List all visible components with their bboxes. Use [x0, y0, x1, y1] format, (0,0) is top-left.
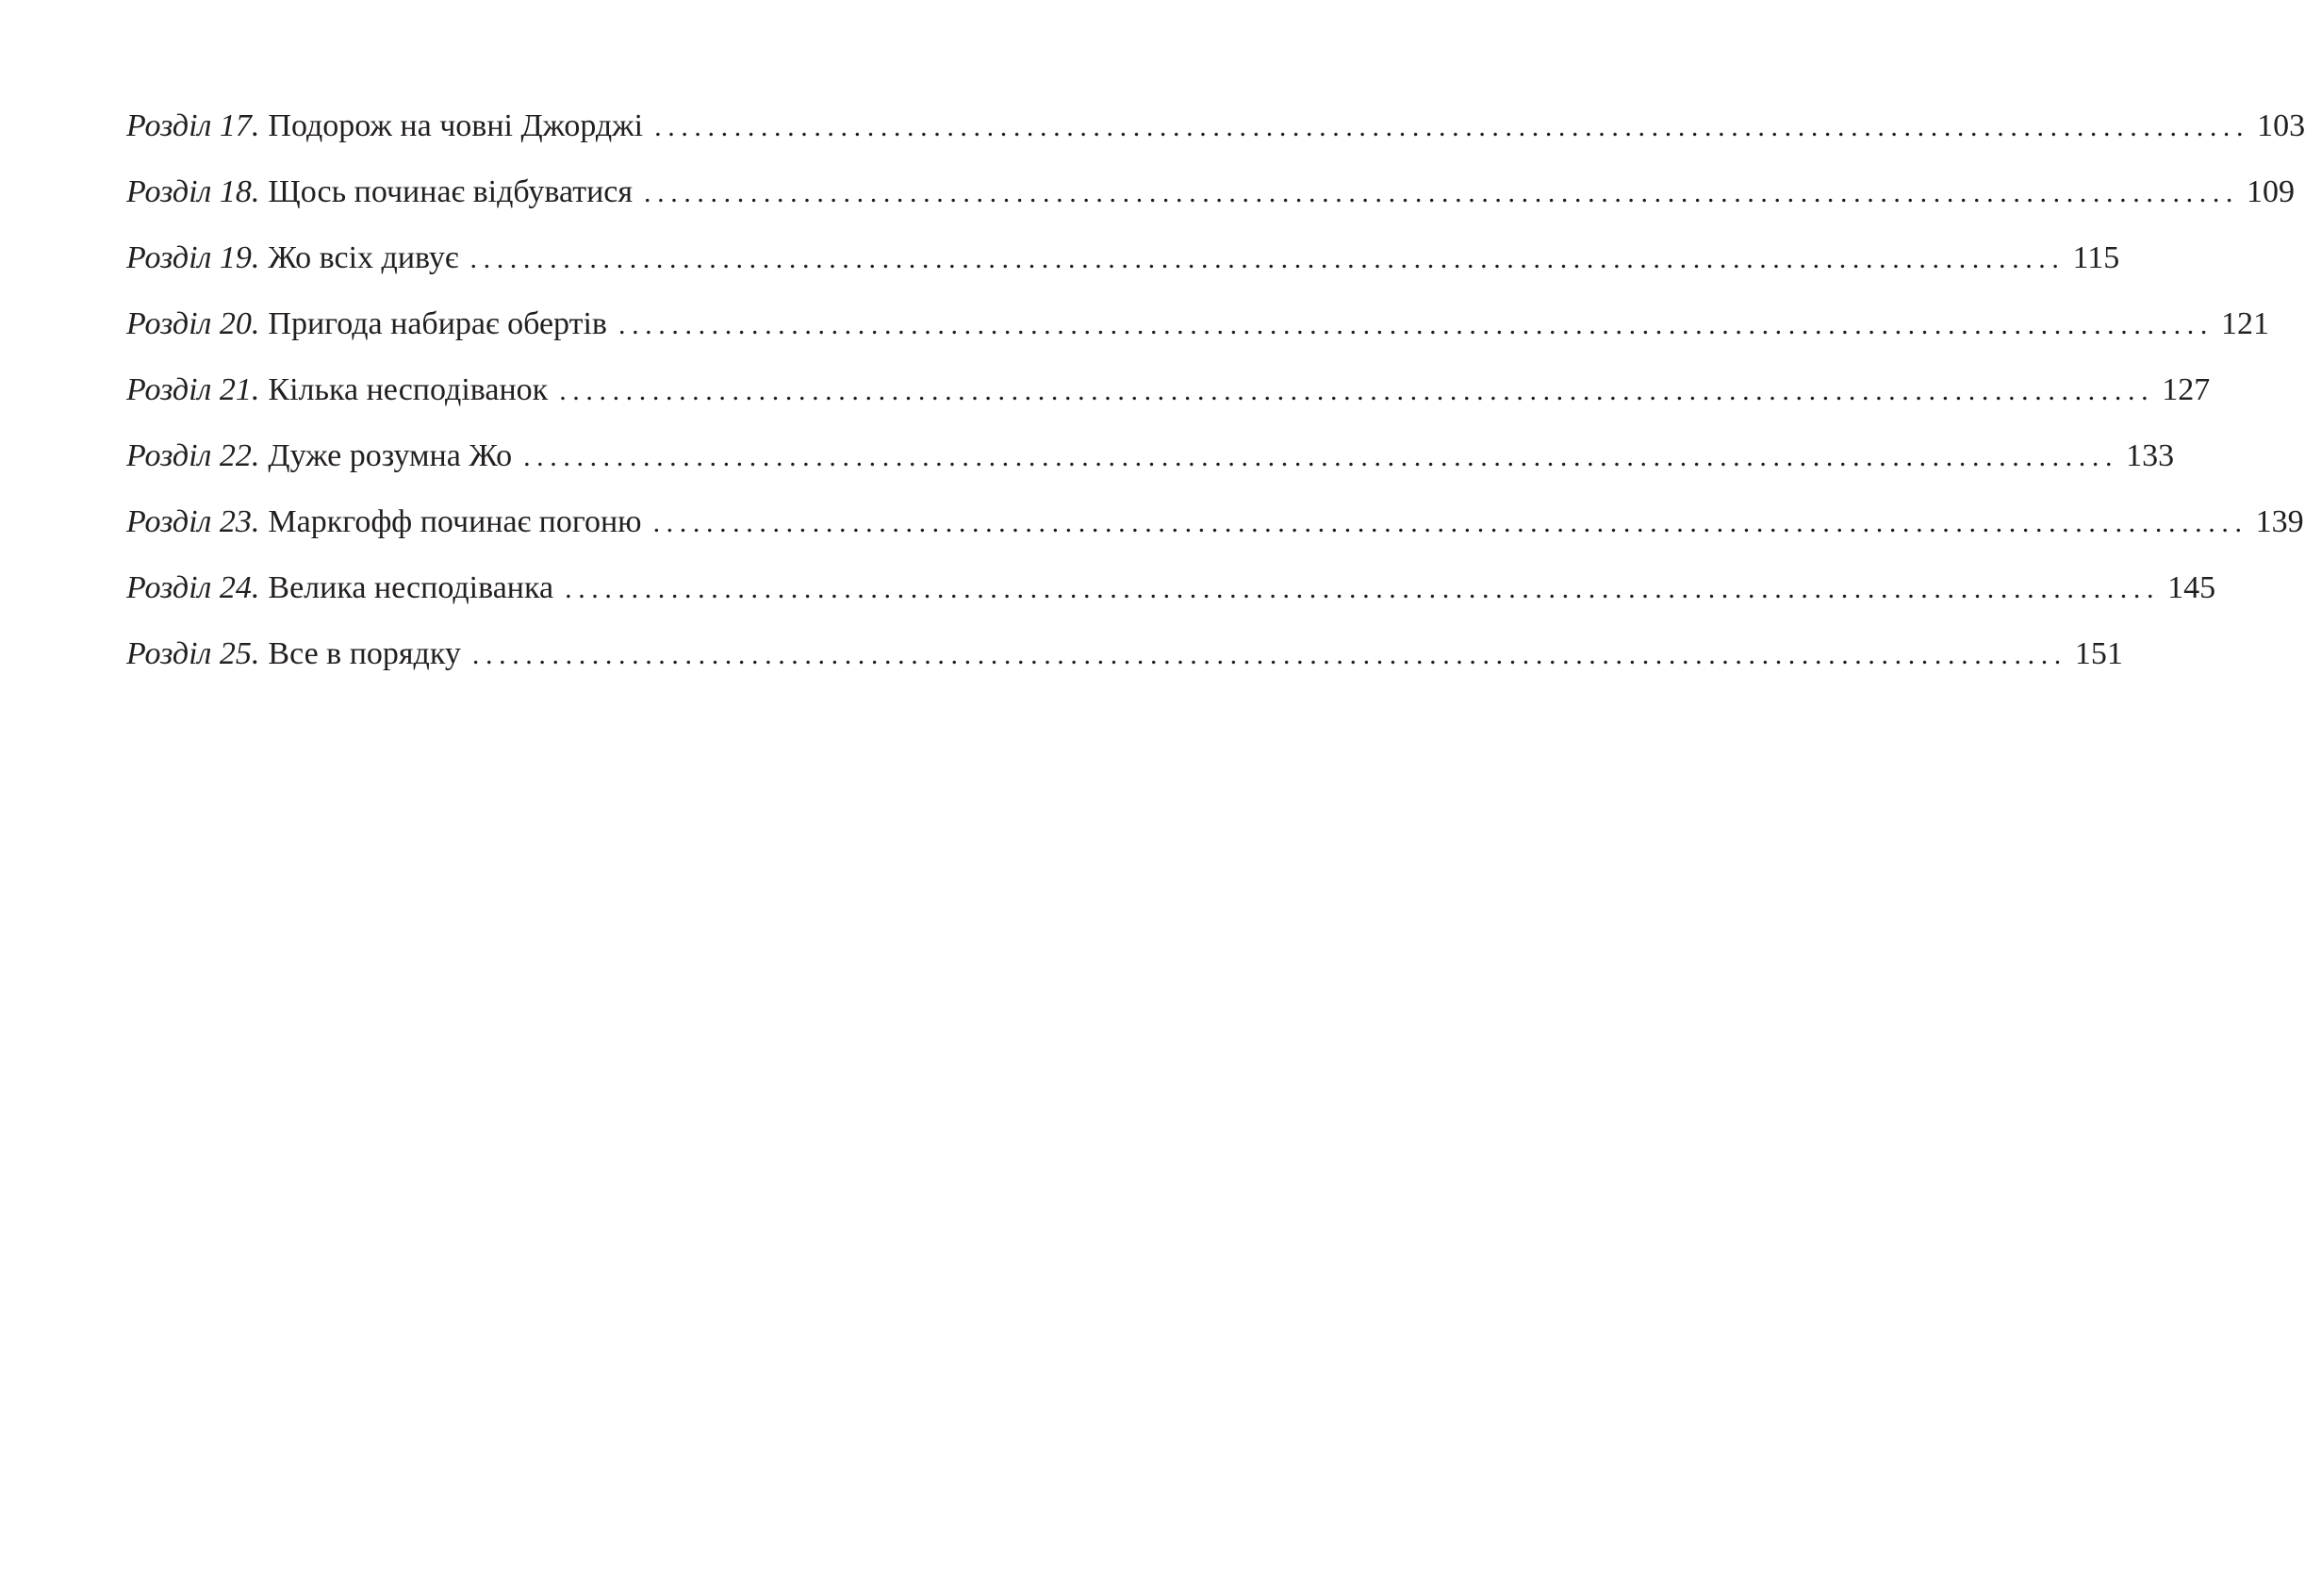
toc-entry[interactable]: [126, 102, 2305, 168]
page-number: 103: [2257, 108, 2305, 143]
chapter-label: Розділ 24.: [126, 570, 260, 605]
dot-leader: ........................................................................................................................: [469, 243, 2066, 274]
chapter-title: Жо всіх дивує: [268, 240, 459, 275]
dot-leader: ........................................................................................................................: [652, 507, 2248, 538]
page-number: 127: [2162, 372, 2211, 407]
page-number: 151: [2074, 636, 2123, 671]
toc-entry[interactable]: [126, 168, 2296, 234]
chapter-label: Розділ 23.: [126, 504, 260, 539]
chapter-title: Кілька несподіванок: [268, 372, 549, 407]
page-number: 139: [2255, 504, 2304, 539]
chapter-title: Велика несподіванка: [268, 570, 554, 605]
chapter-title: Подорож на човні Джорджі: [268, 108, 644, 143]
chapter-title: Щось починає відбуватися: [268, 174, 634, 209]
toc-entry[interactable]: [126, 498, 2304, 564]
chapter-label: Розділ 17.: [126, 108, 260, 143]
toc-entry[interactable]: [126, 564, 2216, 630]
toc-entry[interactable]: [126, 300, 2269, 366]
dot-leader: ........................................................................................................................: [523, 441, 2119, 472]
dot-leader: ........................................................................................................................: [617, 309, 2214, 340]
chapter-label: Розділ 22.: [126, 438, 260, 473]
chapter-label: Розділ 25.: [126, 636, 260, 671]
chapter-label: Розділ 18.: [126, 174, 260, 209]
dot-leader: ........................................................................................................................: [559, 375, 2155, 406]
toc-entry[interactable]: [126, 630, 2123, 696]
chapter-label: Розділ 20.: [126, 306, 260, 341]
dot-leader: ........................................................................................................................: [654, 111, 2250, 142]
dot-leader: ........................................................................................................................: [565, 573, 2161, 604]
dot-leader: ........................................................................................................................: [471, 639, 2067, 670]
page-number: 145: [2167, 570, 2216, 605]
dot-leader: ........................................................................................................................: [644, 177, 2240, 208]
chapter-title: Дуже розумна Жо: [268, 438, 513, 473]
toc-entry[interactable]: [126, 432, 2175, 498]
chapter-title: Пригода набирає обертів: [268, 306, 607, 341]
page-number: 133: [2126, 438, 2175, 473]
chapter-label: Розділ 19.: [126, 240, 260, 275]
chapter-title: Все в порядку: [268, 636, 461, 671]
toc-entry[interactable]: [126, 234, 2120, 300]
page-number: 121: [2220, 306, 2269, 341]
chapter-label: Розділ 21.: [126, 372, 260, 407]
table-of-contents: [126, 102, 2305, 696]
toc-entry[interactable]: [126, 366, 2211, 432]
chapter-title: Маркгофф починає погоню: [268, 504, 642, 539]
page-number: 115: [2072, 240, 2120, 275]
page-number: 109: [2247, 174, 2296, 209]
